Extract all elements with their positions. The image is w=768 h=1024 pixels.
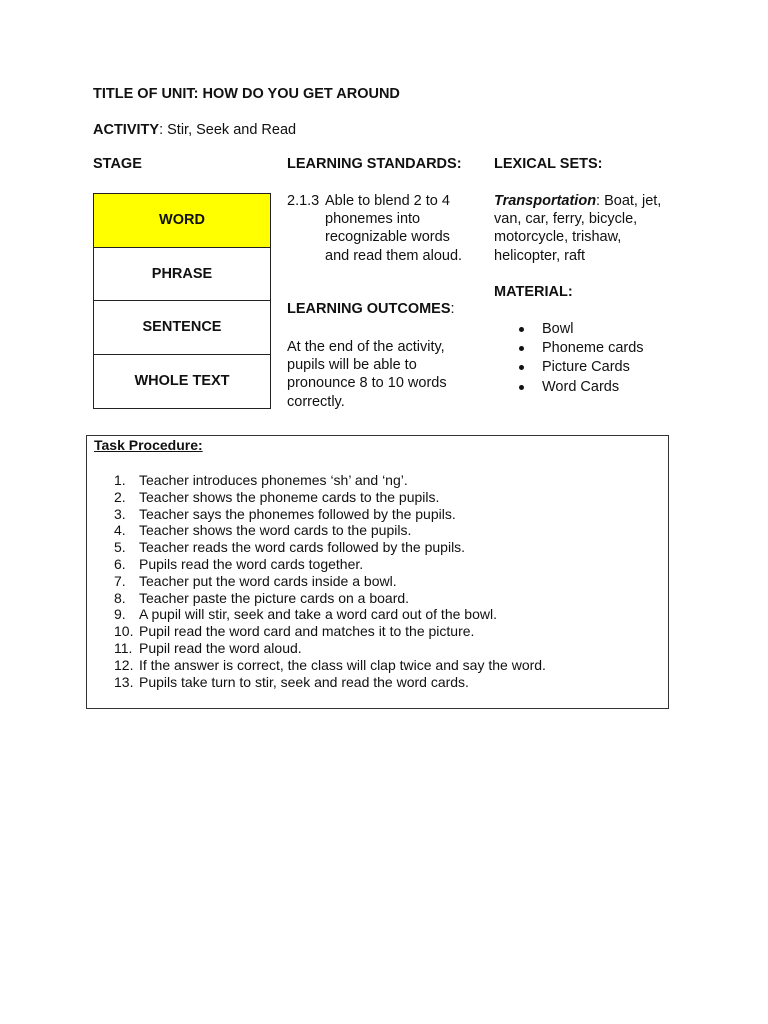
task-step <box>114 590 546 607</box>
stage-whole-text: WHOLE TEXT <box>134 373 230 390</box>
task-step <box>114 556 546 573</box>
task-step <box>114 573 546 590</box>
unit-title: TITLE OF UNIT: HOW DO YOU GET AROUND <box>93 86 400 102</box>
stage-word: WORD <box>94 194 270 248</box>
activity-value: : Stir, Seek and Read <box>159 122 297 138</box>
material-list <box>516 320 644 397</box>
task-step <box>114 539 546 556</box>
lexical-sets-text <box>494 192 684 265</box>
activity-label: ACTIVITY <box>93 122 160 138</box>
learning-outcomes-label: LEARNING OUTCOMES <box>287 301 451 317</box>
task-step-text: Teacher shows the word cards to the pupils. <box>139 522 412 539</box>
standard-line: and read them aloud. <box>325 247 463 264</box>
task-steps-list <box>114 472 546 690</box>
task-step-number: 5. <box>114 539 126 556</box>
material-item: Phoneme cards <box>516 339 644 358</box>
task-step <box>114 472 546 489</box>
task-step-text: Pupils take turn to stir, seek and read the word cards. <box>139 673 469 690</box>
task-step-text: Pupils read the word cards together. <box>139 555 364 572</box>
task-step-text: A pupil will stir, seek and take a word card out of the bowl. <box>139 606 497 623</box>
standard-line: recognizable words <box>325 229 450 246</box>
stage-phrase: PHRASE <box>94 248 270 302</box>
task-step-number: 1. <box>114 472 126 488</box>
lexical-line: : Boat, jet, <box>596 193 662 209</box>
task-step-number: 7. <box>114 572 126 589</box>
task-step <box>114 623 546 640</box>
standard-line: phonemes into <box>325 211 421 228</box>
task-step-number: 13. <box>114 673 134 690</box>
task-step-text: Teacher shows the phoneme cards to the pupils. <box>139 488 440 505</box>
learning-outcomes-text <box>287 338 477 411</box>
task-step <box>114 506 546 523</box>
outcome-line: pronounce 8 to 10 words <box>287 375 447 392</box>
outcome-line: correctly. <box>287 393 345 410</box>
lexical-category: Transportation <box>494 193 597 209</box>
stage-heading: STAGE <box>93 156 142 172</box>
task-step-text: Teacher put the word cards inside a bowl. <box>139 572 397 589</box>
task-step-text: Teacher introduces phonemes ‘sh’ and ‘ng’. <box>139 472 408 488</box>
task-step-number: 11. <box>114 639 133 656</box>
lexical-line: van, car, ferry, bicycle, <box>494 211 638 228</box>
task-step-text: Teacher reads the word cards followed by the pupils. <box>139 539 466 556</box>
task-step-number: 4. <box>114 522 126 539</box>
activity-line <box>93 122 296 138</box>
outcome-line: pupils will be able to <box>287 357 417 374</box>
task-step-number: 8. <box>114 589 126 606</box>
task-step-text: Teacher paste the picture cards on a board. <box>139 589 410 606</box>
task-step-text: Pupil read the word card and matches it to the picture. <box>139 623 475 640</box>
task-step <box>114 489 546 506</box>
task-step-number: 3. <box>114 505 126 522</box>
task-step-number: 10. <box>114 623 134 640</box>
task-procedure-heading: Task Procedure: <box>94 437 203 453</box>
task-step-text: Teacher says the phonemes followed by the pupils. <box>139 505 456 522</box>
material-item: Bowl <box>516 320 644 339</box>
task-step <box>114 657 546 674</box>
standard-line: Able to blend 2 to 4 <box>325 193 450 209</box>
material-item: Picture Cards <box>516 358 644 377</box>
stage-table <box>93 193 271 409</box>
material-item: Word Cards <box>516 378 644 397</box>
task-step-number: 12. <box>114 656 134 673</box>
task-step-number: 2. <box>114 488 126 505</box>
task-step-number: 6. <box>114 555 126 572</box>
lexical-line: helicopter, raft <box>494 247 586 264</box>
stage-sentence: SENTENCE <box>94 301 270 355</box>
task-step <box>114 522 546 539</box>
learning-standard <box>287 192 487 265</box>
task-step <box>114 606 546 623</box>
learning-outcomes-colon: : <box>450 301 455 317</box>
lexical-sets-heading: LEXICAL SETS: <box>494 156 603 172</box>
learning-outcomes-heading <box>287 301 455 317</box>
task-step <box>114 640 546 657</box>
lexical-line: motorcycle, trishaw, <box>494 229 622 246</box>
task-step-number: 9. <box>114 606 126 623</box>
standard-code: 2.1.3 <box>287 193 320 209</box>
task-step-text: If the answer is correct, the class will clap twice and say the word. <box>139 656 546 673</box>
material-heading: MATERIAL: <box>494 284 573 300</box>
task-step <box>114 674 546 691</box>
task-step-text: Pupil read the word aloud. <box>139 639 302 656</box>
outcome-line: At the end of the activity, <box>287 339 445 355</box>
learning-standards-heading: LEARNING STANDARDS: <box>287 156 462 172</box>
